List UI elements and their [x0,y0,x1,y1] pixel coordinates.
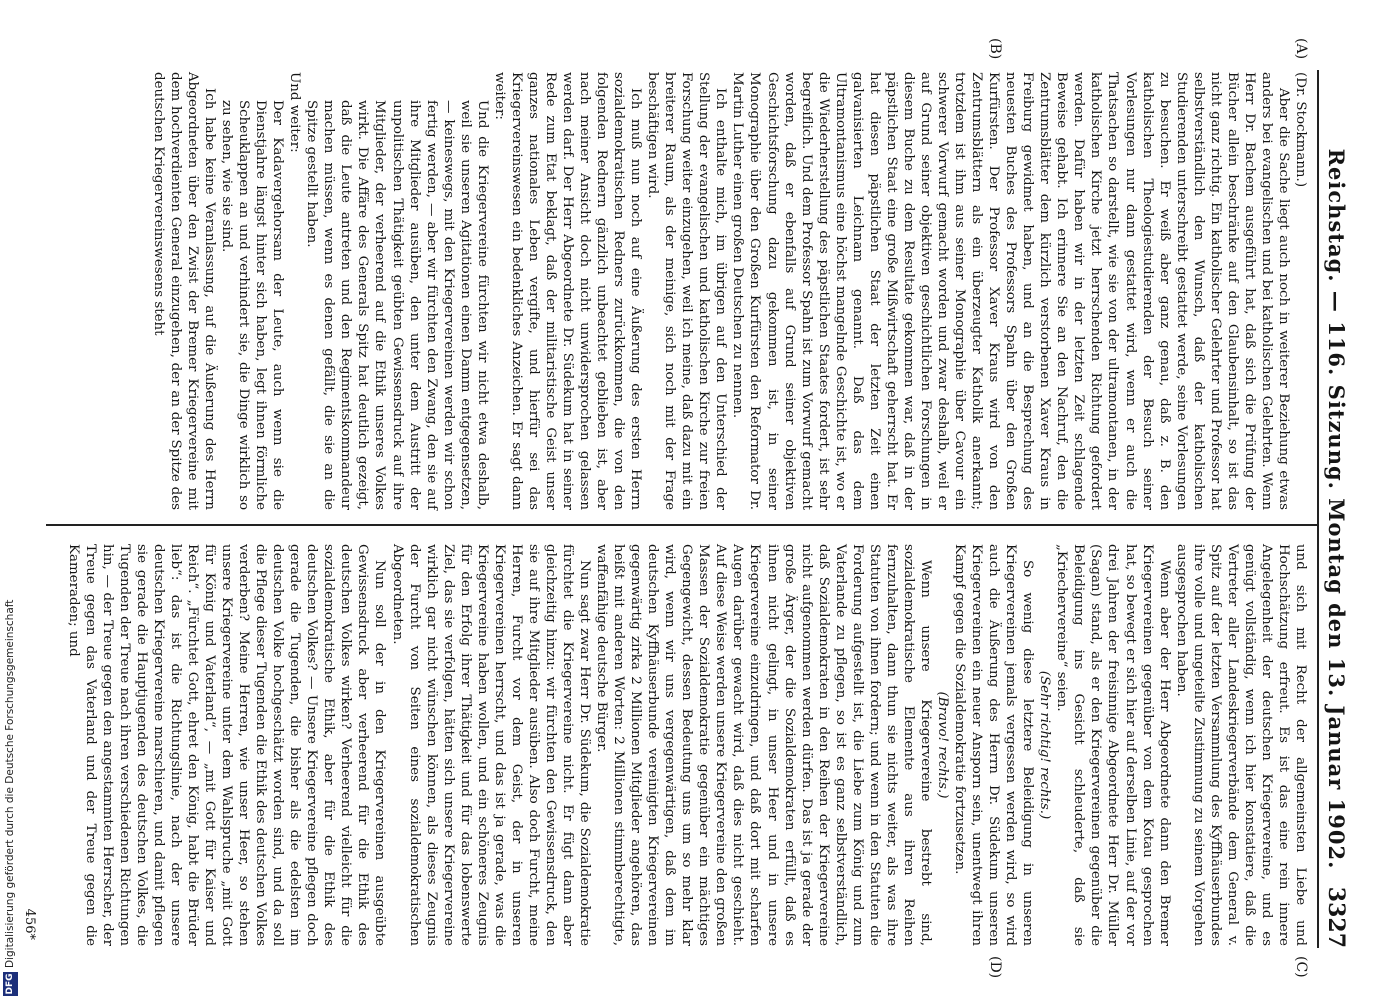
paragraph: Ich habe keine Veranlassung, auf die Äußerung des Herrn Abgeordneten über den Zwist der Bremer Kriegervereine mit dem hochverdienten General einzugehen, der an der Spitze des deutschen Kriegervereinswesens steht [150,72,217,510]
paragraph: Ich enthalte mich, im übrigen auf den Unterschied der Stellung der evangelischen und katholischen Kirche zur freien Forschung weiter einzugehen, weil ich meine, daß dazu mit ein breiterer Raum, als der meinige, sich noch mit der Frage beschäftigen wird. [645,72,729,510]
block-quote: Und die Kriegervereine fürchten wir nicht etwa deshalb, weil sie unseren Agitationen einen Damm entgegensetzen, — keineswegs, mit den Kriegervereinen werden wir schon fertig werden, — aber wir fürchten den Zwang, den sie auf ihre Mitglieder ausüben, den unter dem Austritt der unpolitischen Thätigkeit geübten Gewissensdruck auf ihre Mitglieder, der verheerend auf die Ethik unseres Volkes wirkt. Die Affäre des Generals Spitz hat deutlich gezeigt, daß die Leute antreten und den Regimentskommandeur machen müssen, wenn es denen gefällt, die sie an die Spitze gestellt haben. [304,100,490,510]
block-quote: Der Kadavergehorsam der Leute, auch wenn sie die Dienstjahre längst hinter sich haben, legt ihnen förmliche Scheuklappen an und verhindert sie, die Dinge wirklich so zu sehen, wie sie sind. [219,100,286,510]
page-title: Reichstag. — 116. Sitzung. Montag den 13. Januar 1902. [1324,148,1349,870]
right-column [65,544,1309,946]
margin-marker-c: (C) [1293,956,1309,978]
running-head [1321,70,1353,948]
left-column [150,72,1309,510]
column-divider [46,524,1317,526]
paragraph: Nun sagt zwar Herr Dr. Südekum, die Sozialdemokratie fürchtet die Kriegervereine nicht. Er fügt dann aber gleichzeitig hinzu: wir fürchten den Gewissensdruck, den sie auf ihre Mitglieder ausüben. Also doch Furcht, meine Herren, Furcht vor dem Geist, der in unseren Kriegervereinen herrscht, und das ist ja gerade, was die Kriegervereine haben wollen, und ein schöneres Zeugnis für den Erfolg ihrer Thätigkeit und für das lobenswerte Ziel, das sie verfolgen, hätten sich unsere Kriegervereine wirklich gar nicht wünschen können, als dieses Zeugnis der Furcht von Seiten eines sozialdemokratischen Abgeordneten. [389,544,593,946]
paragraph: Aber die Sache liegt auch noch in weiterer Beziehung etwas anders bei evangelischen und bei katholischen Gelehrten. Wenn Herr Dr. Bachem ausgeführt hat, daß sich die Prüfung der Bücher allein beschränke auf den Glaubensinhalt, so ist das nicht ganz richtig. Ein katholischer Gelehrter und Professor hat selbstverständlich den Wunsch, daß der katholischen Studierenden unterschreibt gestattet werde, seine Vorlesungen zu besuchen. Er weiß aber ganz genau, daß z. B. den katholischen Theologiestudierenden der Besuch seiner Vorlesungen nur dann gestattet wird, wenn er auch die Thatsachen so darstellt, wie sie von der ultramontanen, in der katholischen Kirche jetzt herrschenden Richtung gefordert werden. Dafür haben wir in der letzten Zeit schlagende Beweise gehabt. Ich erinnere Sie an den Nachruf, den die Zentrumsblätter dem kürzlich verstorbenen Xaver Kraus in Freiburg gewidmet haben, und an die Besprechung des neuesten Buches des Professors Spahn über den Großen Kurfürsten. Der Professor Xaver Kraus wird von den Zentrumsblättern als ein überzeugter Katholik anerkannt; trotzdem ist ihm aus seiner Monographie über Cavour ein schwerer Vorwurf gemacht worden und zwar deshalb, weil er auf Grund seiner objektiven geschichtlichen Forschungen in diesem Buche zu dem Resultate gekommen war, daß in der päpstlichen Staat eine große Mißwirtschaft geherrscht hat. Er hat diesen päpstlichen Staat der letzten Zeit einen galvanisierten Leichnam genannt. Daß das dem Ultramontanismus eine höchst mangelnde Geschichte ist, wo er die Wiederherstellung des päpstlichen Staates fordert, ist sehr begreiflich. Und dem Professor Spahn ist zum Vorwurf gemacht worden, daß er ebenfalls auf Grund seiner objektiven Geschichtsforschung dazu gekommen ist, in seiner Monographie über den Großen Kurfürsten den Reformator Dr. Martin Luther einen großen Deutschen zu nennen. [730,72,1291,510]
margin-marker-a: (A) [1293,38,1309,60]
margin-marker-b: (B) [987,38,1003,60]
margin-marker-d: (D) [987,956,1003,979]
paragraph: Wenn aber der Herr Abgeordnete dann den Bremer Kriegervereinen gegenüber von dem Kotau gesprochen hat, so bewegt er sich hier auf derselben Linie, auf der vor drei Jahren der freisinnige Abgeordnete Herr Dr. Müller (Sagan) stand, als er den Kriegervereinen gegenüber die Beleidigung ins Gesicht schleuderte, daß sie „Kriechervereine“ seien. [1054,544,1172,946]
paragraph: Ich muß nun noch auf eine Äußerung des ersten Herrn sozialdemokratischen Redners zurückkommen, die von den folgenden Rednern gänzlich unbeachtet geblieben ist, aber nach meiner Ansicht doch nicht unwidersprochen gelassen werden darf. Der Herr Abgeordnete Dr. Südekum hat in seiner Rede zum Etat beklagt, daß der militaristische Geist unser ganzes nationales Leben vergifte, und hierfür sei das Kriegervereinswesen ein bedenkliches Anzeichen. Er sagt dann weiter: [491,72,644,510]
dfg-logo: DFG [3,972,18,996]
credit-strip [2,0,22,1000]
speaker-label: (Dr. Stockmann.) [1293,72,1308,188]
interjection: (Sehr richtig! rechts.) [1037,670,1053,820]
paragraph: und sich mit Recht der allgemeinsten Liebe und Hochschätzung erfreut. Es ist das eine rein innere Angelegenheit der deutschen Kriegervereine, und es genügt vollständig, wenn ich hier konstatiere, daß die Vertreter aller Landeskriegerverbände dem General v. Spitz auf der letzten Versammlung des Kyffhäuserbundes ihre volle und ungeteilte Zustimmung zu seinem Vorgehen ausgesprochen haben. [1173,544,1308,946]
header-rule [1317,70,1319,948]
paragraph: Nun soll der in den Kriegervereinen ausgeübte Gewissensdruck aber verheerend für die Ethik des deutschen Volkes wirken? Verheerend vielleicht für die sozialdemokratische Ethik, aber für die Ethik des deutschen Volkes? — Unsere Kriegervereine pflegen doch gerade die Tugenden, die bisher als die edelsten im deutschen Volke hochgeschätzt worden sind, und da soll die Pflege dieser Tugenden die Ethik des deutschen Volkes verderben? Meine Herren, wie unser Heer, so stehen unsere Kriegervereine unter dem Wahlspruche „mit Gott für König und Vaterland“, — „mit Gott für Kaiser und Reich“. „Fürchtet Gott, ehret den König, habt die Brüder lieb“: das ist die Richtungslinie, nach der unsere deutschen Kriegervereine marschieren, und damit pflegen sie gerade die Hauptjugenden des deutschen Volkes, die Tugenden der Treue nach ihren verschiedenen Richtungen hin, — der Treue gegen den angestammten Herrscher, der Treue gegen das Vaterland und der Treue gegen die Kameraden; und [65,544,388,946]
interjection: (Bravo! rechts.) [935,691,951,799]
credit-text: Digitalisierung gefördert durch die Deutsche Forschungsgemeinschaft [4,599,16,968]
page-number: 3327 [1323,886,1349,948]
paragraph: Wenn unsere Kriegervereine bestrebt sind, sozialdemokratische Elemente aus ihren Reihen fernzuhalten, dann thun sie nichts weiter, als was ihre Statuten von ihnen fordern; und wenn in den Statuten die Forderung aufgestellt ist, die Liebe zum König und zum Vaterlande zu pflegen, so ist es ganz selbstverständlich, daß Sozialdemokraten in den Reihen der Kriegervereine nicht aufgenommen werden dürfen. Das ist ja gerade der große Ärger, der die Sozialdemokraten erfüllt, daß es ihnen nicht gelingt, in unser Heer und in unsere Kriegervereine einzudringen, und daß dort mit scharfen Augen darüber gewacht wird, daß dies nicht geschieht. Auf diese Weise werden unsere Kriegervereine den großen Massen der Sozialdemokratie gegenüber ein mächtiges Gegengewicht, dessen Bedeutung uns um so mehr klar wird, wenn wir uns vergegenwärtigen, daß dem im deutschen Kyffhäuserbunde vereinigten Kriegervereinen gegenwärtig zirka 2 Millionen Mitglieder angehören, das heißt mit anderen Worten: 2 Millionen stimmberechtigte, waffenfähige deutsche Bürger. [594,544,933,946]
paragraph: So wenig diese letztere Beleidigung in unseren Kriegervereinen jemals vergessen werden wird, so wird auch die Äußerung des Herrn Dr. Südekum unseren Kriegervereinen ein neuer Ansporn sein, unentwegt ihren Kampf gegen die Sozialdemokratie fortzusetzen. [952,544,1036,946]
paragraph: Und weiter: [287,72,303,153]
sheet-signature: 456* [22,908,37,940]
